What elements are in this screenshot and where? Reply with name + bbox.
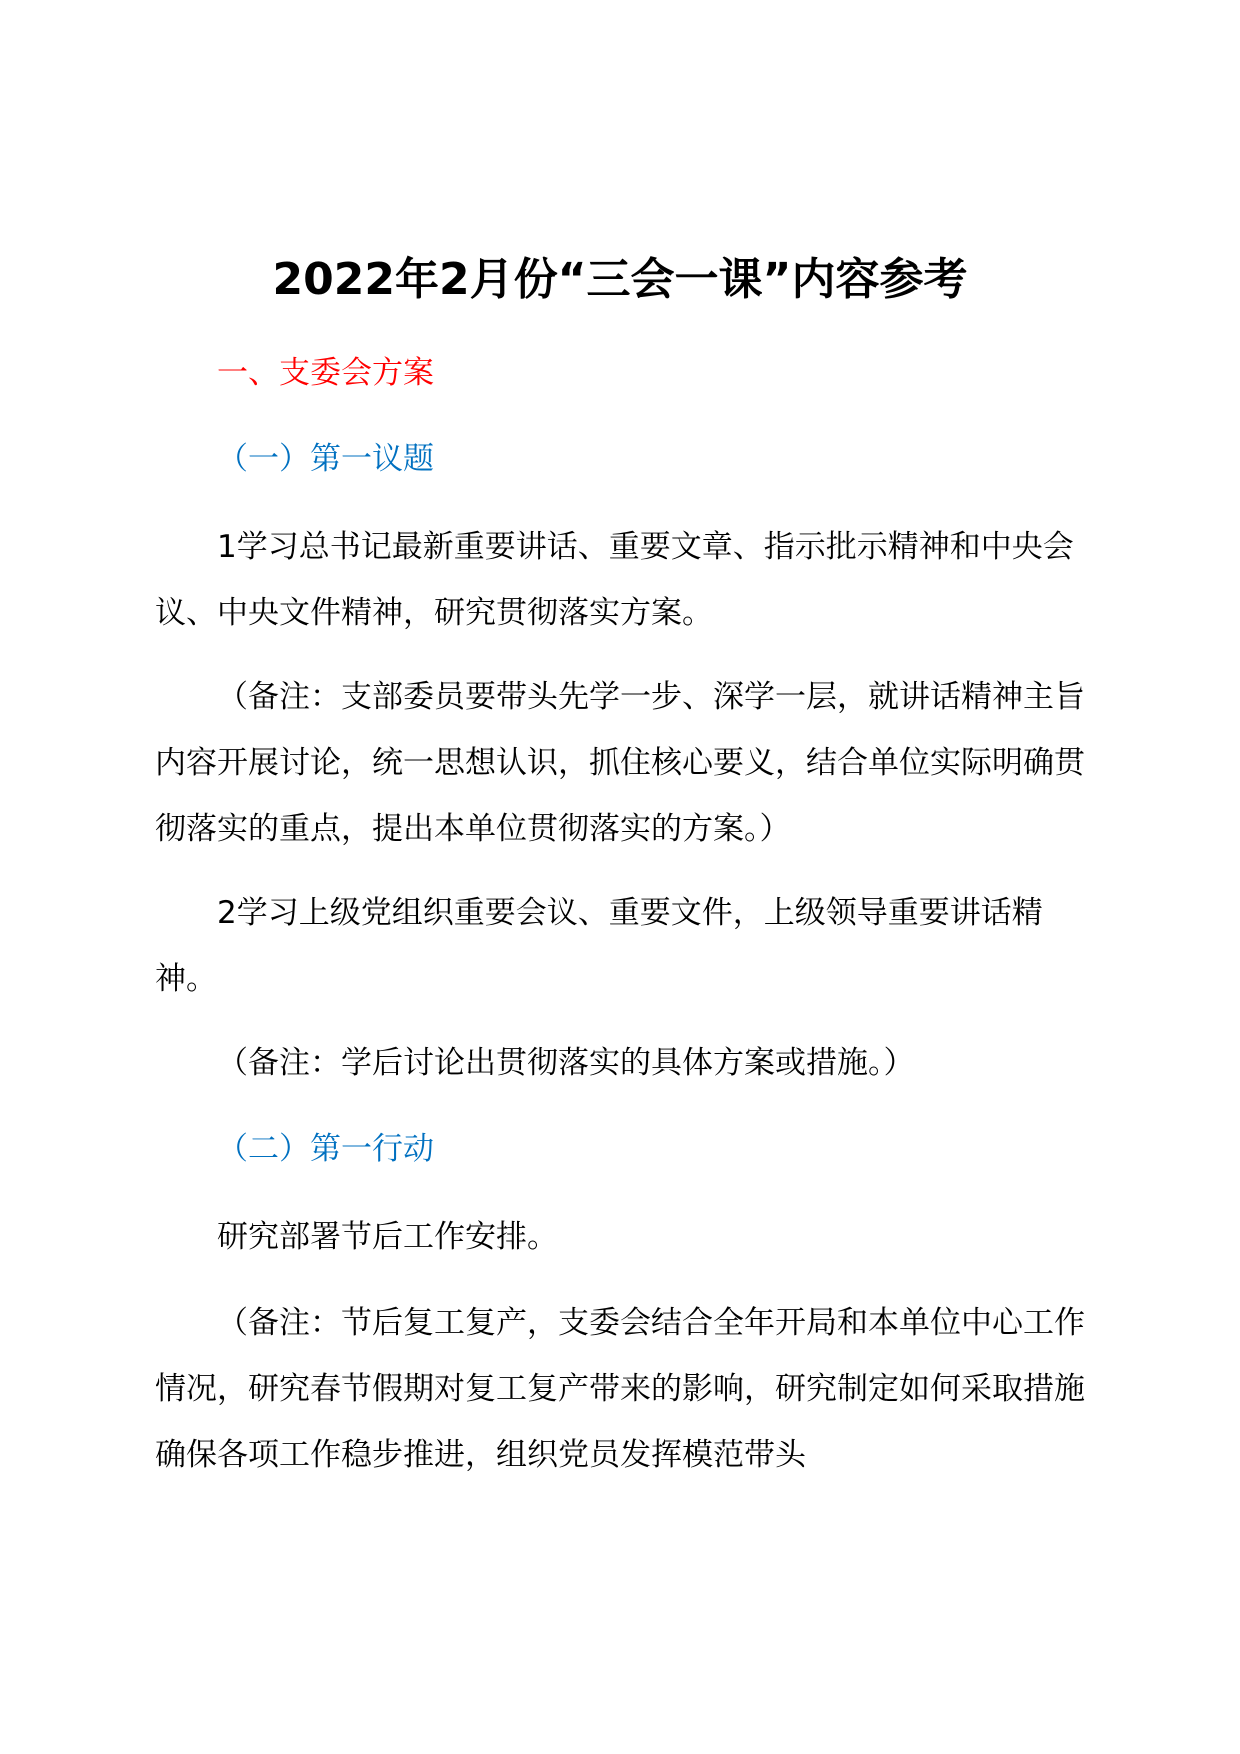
paragraph-note-2: （备注：学后讨论出贯彻落实的具体方案或措施。） bbox=[217, 1045, 915, 1081]
paragraph-item-1: 1学习总书记最新重要讲话、重要文章、指示批示精神和中央会议、中央文件精神，研究贯彻落实方案。 bbox=[155, 529, 1074, 631]
paragraph-note-1: （备注：支部委员要带头先学一步、深学一层，就讲话精神主旨内容开展讨论，统一思想认识，抓住核心要义，结合单位实际明确贯彻落实的重点，提出本单位贯彻落实的方案。） bbox=[155, 679, 1085, 847]
sub-heading-first-action: （二）第一行动 bbox=[217, 1131, 434, 1167]
document-title: 2022年2月份“三会一课”内容参考 bbox=[272, 254, 968, 305]
paragraph-action: 研究部署节后工作安排。 bbox=[217, 1219, 558, 1255]
paragraph-item-2: 2学习上级党组织重要会议、重要文件，上级领导重要讲话精神。 bbox=[155, 895, 1043, 997]
paragraph-note-3: （备注：节后复工复产，支委会结合全年开局和本单位中心工作情况，研究春节假期对复工复产带来的影响，研究制定如何采取措施确保各项工作稳步推进，组织党员发挥模范带头 bbox=[155, 1305, 1085, 1473]
section-heading: 一、支委会方案 bbox=[217, 355, 434, 391]
sub-heading-first-topic: （一）第一议题 bbox=[217, 441, 434, 477]
